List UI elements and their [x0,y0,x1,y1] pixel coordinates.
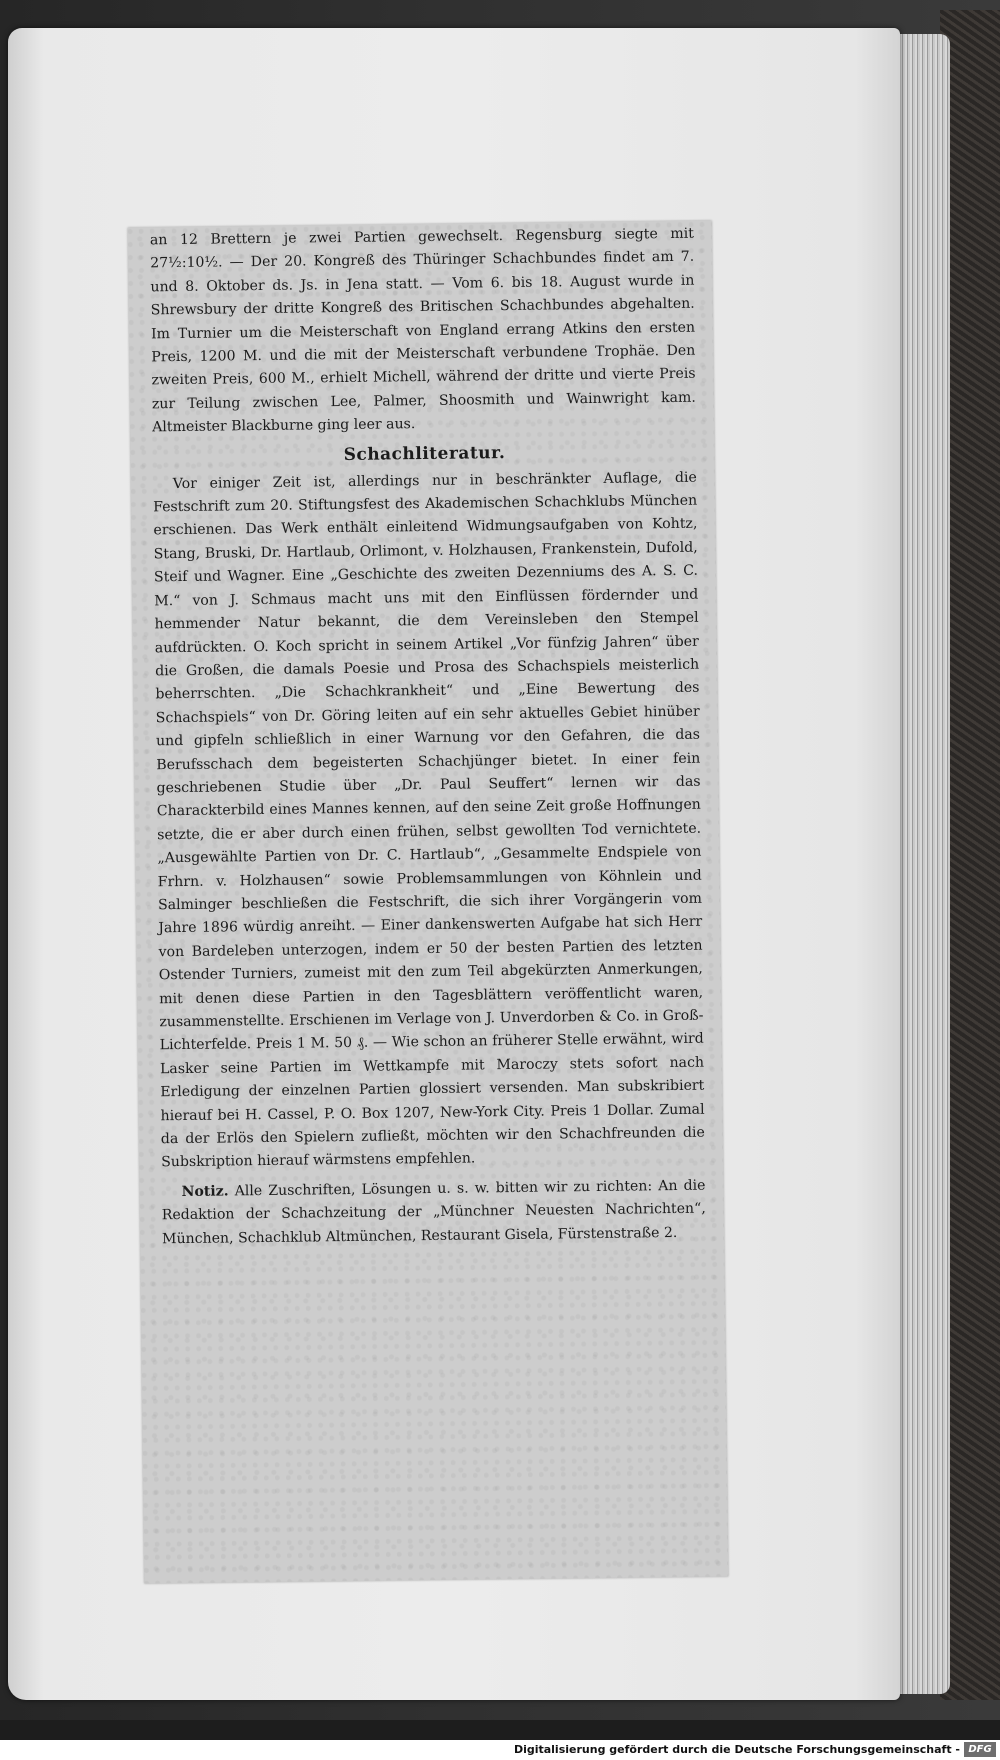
footer-credit: Digitalisierung gefördert durch die Deutsche Forschungsgemeinschaft - [513,1743,960,1756]
article-paragraph: an 12 Brettern je zwei Partien gewechselt. Regensburg siegte mit 27½:10½. — Der 20. Kongreß des Thüringer Schachbundes findet am 7. und 8. Oktober ds. Js. in Jena statt. — Vom 6. bis 18. August wurde in Shrewsbury der dritte Kongreß des Britischen Schachbundes abgehalten. Im Turnier um die Meisterschaft von England errang Atkins den ersten Preis, 1200 M. und die mit der Meisterschaft verbundene Trophäe. Den zweiten Preis, 600 M., erhielt Michell, während der dritte und vierte Preis zur Teilung zwischen Lee, Palmer, Shoosmith und Wainwright kam. Altmeister Blackburne ging leer aus. [149,225,696,436]
dfg-logo: DFG [964,1742,996,1757]
note-label: Notiz. [181,1183,229,1200]
note-text: Alle Zuschriften, Lösungen u. s. w. bitten wir zu richten: An die Redaktion der Schachzeitung der „Münchner Neuesten Nachrichten“, München, Schachklub Altmünchen, Restaurant Gisela, Fürstenstraße 2. [161,1177,706,1247]
footer-bar [0,1740,1000,1760]
newspaper-clipping [128,220,729,1583]
article-paragraph: Vor einiger Zeit ist, allerdings nur in beschränkter Auflage, die Festschrift zum 20. Stiftungsfest des Akademischen Schachklubs München erschienen. Das Werk enthält einleitend Widmungsaufgaben von Kohtz, Stang, Bruski, Dr. Hartlaub, Orlimont, v. Holzhausen, Frankenstein, Dufold, Steif und Wagner. Eine „Geschichte des zweiten Dezenniums des A. S. C. M.“ von J. Schmaus macht uns mit den Einflüssen fördernder und hemmender Natur bekannt, die dem Vereinsleben den Stempel aufdrückten. O. Koch spricht in seinem Artikel „Vor fünfzig Jahren“ über die Großen, die damals Poesie und Prosa des Schachspiels meisterlich beherrschten. „Die Schachkrankheit“ und „Eine Bewertung des Schachspiels“ von Dr. Göring leiten auf ein sehr aktuelles Gebiet hinüber und gipfeln schließlich in einer Warnung vor den Gefahren, die das Berufsschach dem begeisterten Schachjünger bietet. In einer fein geschriebenen Studie über „Dr. Paul Seuffert“ lernen wir das Charackterbild eines Mannes kennen, auf den seine Zeit große Hoffnungen setzte, die er aber durch einen frühen, selbst gewollten Tod vernichtete. „Ausgewählte Partien von Dr. C. Hartlaub“, „Gesammelte Endspiele von Frhrn. v. Holzhausen“ sowie Problemsammlungen von Köhnlein und Salminger beschließen die Festschrift, die sich ihrer Vorgängerin vom Jahre 1896 würdig anreiht. — Einer dankenswerten Aufgabe hat sich Herr von Bardeleben unterzogen, indem er 50 der besten Partien des letzten Ostender Turniers, zumeist mit den zum Teil abgekürzten Anmerkungen, mit denen diese Partien in den Tagesblättern veröffentlicht waren, zusammenstellte. Erschienen im Verlage von J. Unverdorben & Co. in Groß-Lichterfelde. Preis 1 M. 50 ₰. — Wie schon an früherer Stelle erwähnt, wird Lasker seine Partien im Wettkampfe mit Maroczy stets sofort nach Erledigung der einzelnen Partien glossiert versenden. Man subskribiert hierauf bei H. Cassel, P. O. Box 1207, New-York City. Preis 1 Dollar. Zumal da der Erlös den Spielern zufließt, möchten wir den Schachfreunden die Subskription hierauf wärmstens empfehlen. [153,469,705,1171]
book-page [8,28,900,1700]
note-paragraph [161,1174,706,1251]
section-heading: Schachliteratur. [343,442,506,465]
